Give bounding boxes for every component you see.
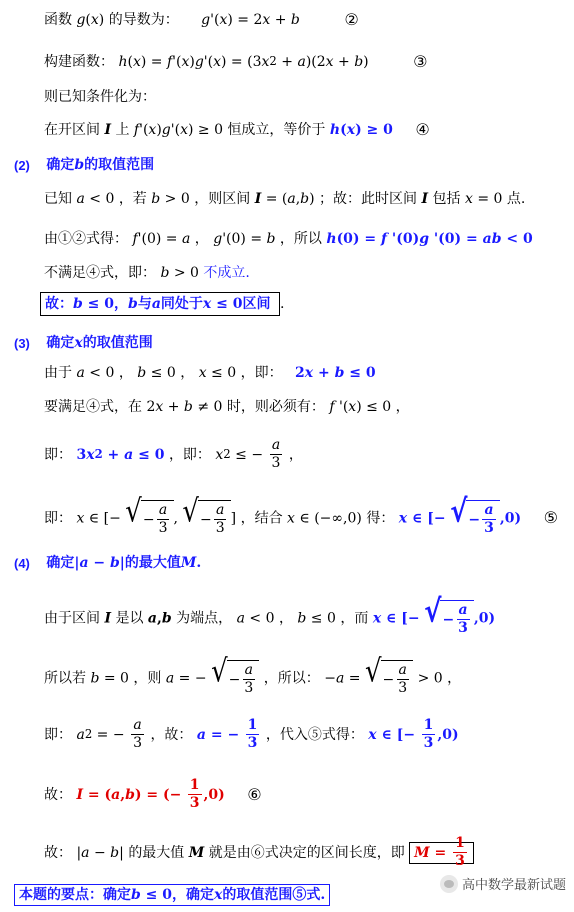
boxed-conclusion: 故：b ≤ 0，b与a同处于x ≤ 0区间: [40, 292, 280, 316]
line-condition: 则已知条件化为：: [44, 89, 156, 105]
line-open-interval: 在开区间 I 上 f'(x)g'(x) ≥ 0 恒成立，等价于 h(x) ≥ 0 ④: [44, 120, 430, 139]
line-construct-h: 构建函数： h(x) = f'(x)g'(x) = (3x2 + a)(2x + b) ③: [44, 52, 428, 71]
line-conclusion-b: 故：b ≤ 0，b与a同处于x ≤ 0区间 .: [40, 297, 284, 311]
line-ie-2: 即： x ∈ [− √ − $\frac{a}{3}$ , √ − $\frac{a}{3}$ ] ，结合 x ∈ (−∞,0) 得： x ∈ [− √ − $\frac{a}{3}$ ,0) ⑤: [44, 493, 558, 537]
line-not-satisfy: 不满足④式，即： b > 0 不成立.: [44, 265, 250, 281]
circled-2: ②: [344, 10, 359, 29]
wechat-icon: [440, 875, 458, 893]
boxed-answer: M = $\frac{1}{3}$: [409, 842, 474, 864]
section-4-heading: (4) 确定|a − b|的最大值M.: [14, 555, 202, 571]
line-must-satisfy: 要满足④式，在 2x + b ≠ 0 时，则必须有： f '(x) ≤ 0 ，: [44, 399, 410, 415]
circled-4: ④: [415, 120, 430, 139]
section-2-heading: (2) 确定b的取值范围: [14, 157, 155, 173]
line-interval-result: 故： I = (a,b) = (− $\frac{1}{3}$ ,0) ⑥: [44, 777, 262, 812]
line-if-b-zero: 所以若 b = 0 ，则 a = − √ − $\frac{a}{3}$ ，所以： −a = √ − $\frac{a}{3}$ > 0 ，: [44, 653, 462, 697]
line-ie-1: 即： 3x2 + a ≤ 0 ，即： x2 ≤ − $\frac{a}{3}$ ，: [44, 437, 303, 472]
watermark: 高中数学最新试题: [440, 874, 566, 893]
line-derivative-g: 函数 g(x) 的导数为： g'(x) = 2x + b ②: [44, 10, 359, 29]
circled-6: ⑥: [247, 784, 262, 804]
footer-key-points: 本题的要点：确定b ≤ 0，确定x的取值范围⑤式.: [14, 888, 330, 902]
line-max-value: 故： |a − b| 的最大值 M 就是由⑥式决定的区间长度，即 M = $\frac{1}{3}$: [44, 836, 474, 870]
line-given-a: 已知 a < 0 ，若 b > 0 ，则区间 I = (a,b) ；故：此时区间 I 包括 x = 0 点.: [44, 191, 526, 207]
circled-5: ⑤: [543, 508, 558, 528]
line-interval-endpoints: 由于区间 I 是以 a,b 为端点， a < 0 ， b ≤ 0 ，而 x ∈ [− √ − $\frac{a}{3}$ ,0): [44, 593, 496, 637]
line-since: 由于 a < 0 ， b ≤ 0 ， x ≤ 0 ，即： 2x + b ≤ 0: [44, 365, 376, 381]
section-3-heading: (3) 确定x的取值范围: [14, 335, 153, 351]
circled-3: ③: [413, 52, 428, 71]
line-ie-a-squared: 即： a2 = − $\frac{a}{3}$ ，故： a = − $\frac{1}{3}$ ，代入⑤式得： x ∈ [− $\frac{1}{3}$ ,0): [44, 717, 459, 752]
line-from-1-2: 由①②式得： f'(0) = a ， g'(0) = b ，所以 h(0) = f '(0)g '(0) = ab < 0: [44, 231, 533, 247]
